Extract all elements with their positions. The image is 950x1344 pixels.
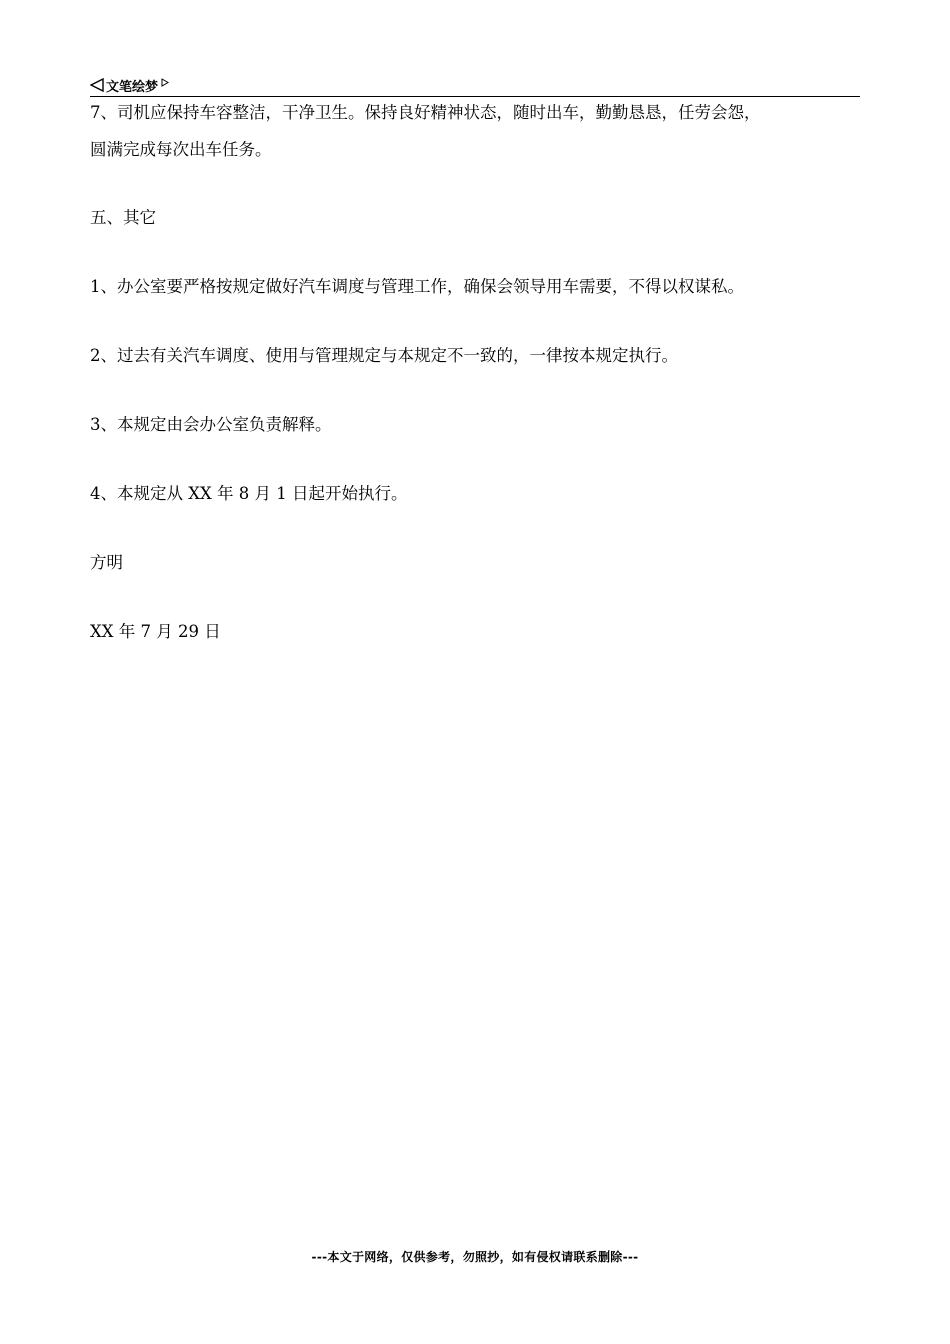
- item-4: 4、本规定从 XX 年 8 月 1 日起开始执行。: [90, 484, 408, 503]
- item-2: 2、过去有关汽车调度、使用与管理规定与本规定不一致的，一律按本规定执行。: [90, 346, 678, 365]
- paragraph-7-line-1: 7、司机应保持车容整洁，干净卫生。保持良好精神状态，随时出车，勤勤恳恳，任劳会怨，: [90, 103, 761, 122]
- section-5-title: 五、其它: [90, 208, 156, 227]
- signature: 方明: [90, 553, 123, 572]
- header-brand: [90, 76, 169, 94]
- paragraph-7-line-2: 圆满完成每次出车任务。: [90, 140, 272, 159]
- footer-notice: ---本文于网络，仅供参考，勿照抄，如有侵权请联系删除---: [311, 1250, 639, 1264]
- date: XX 年 7 月 29 日: [90, 622, 221, 641]
- item-1: 1、办公室要严格按规定做好汽车调度与管理工作，确保会领导用车需要，不得以权谋私。: [90, 277, 744, 296]
- item-3: 3、本规定由会办公室负责解释。: [90, 415, 332, 434]
- triangle-left-icon: [90, 78, 104, 92]
- triangle-right-icon: [161, 78, 169, 87]
- header-brand-text: 文笔绘梦: [106, 79, 159, 95]
- page-header: [90, 74, 860, 97]
